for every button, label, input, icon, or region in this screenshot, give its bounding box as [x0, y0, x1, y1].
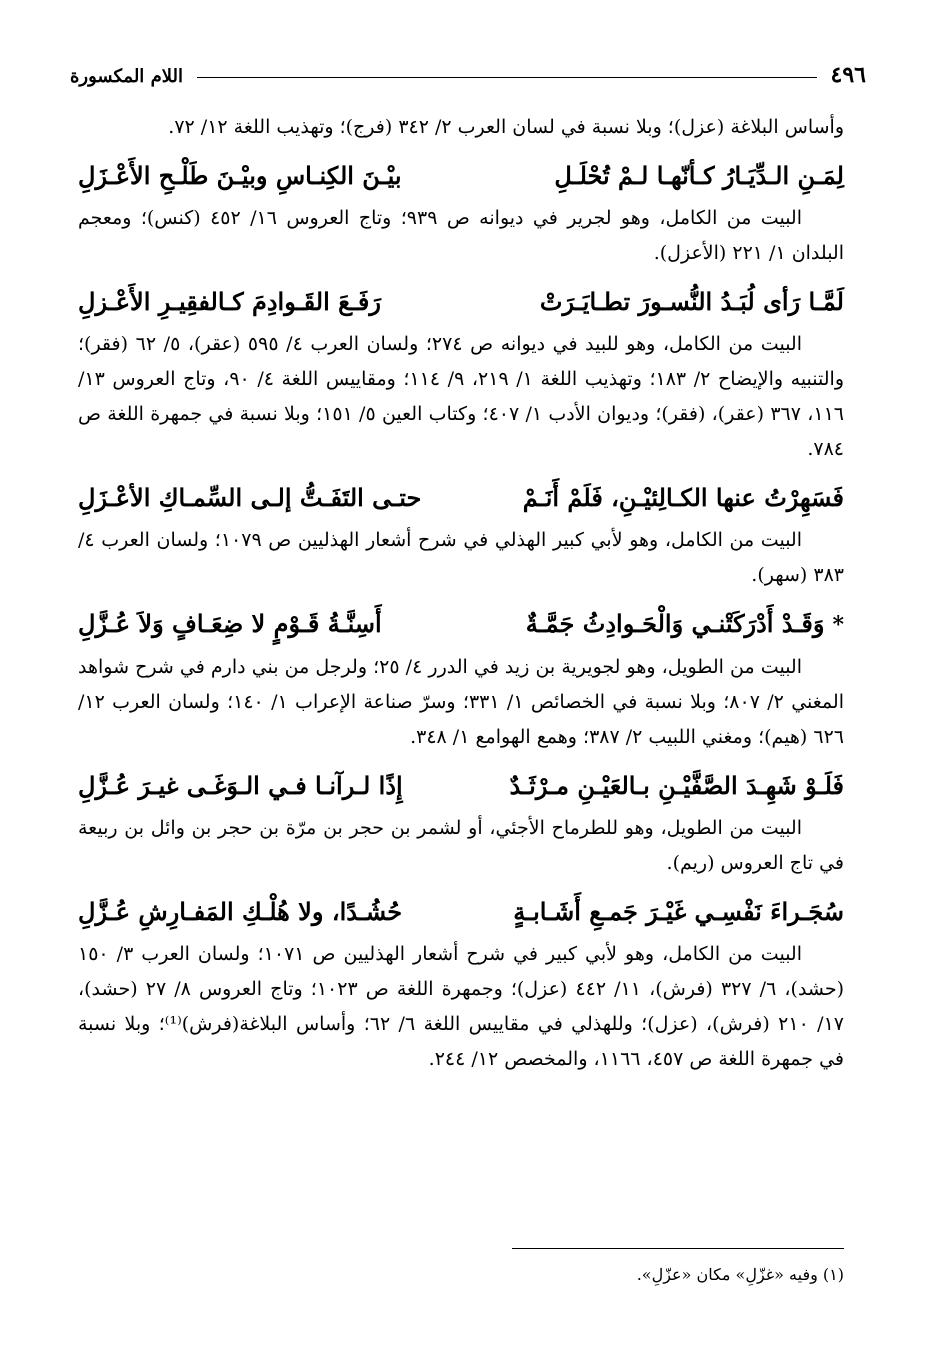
- verse-line: [78, 155, 844, 197]
- footnote: (١) وفيه «غزّلِ» مكان «عزّلِ».: [636, 1265, 844, 1284]
- verse-first-hemistich: فَسَهِرْتُ عنها الكـالِئيْـنِ، فَلَمْ أَنَـمْ: [522, 483, 844, 512]
- page-number: ٤٩٦: [830, 62, 866, 88]
- verse-commentary: البيت من الطويل، وهو لجويرية بن زيد في الدرر ٤/ ٢٥؛ ولرجل من بني دارم في شرح شواهد المغني ٢/ ٨٠٧؛ وبلا نسبة في الخصائص ١/ ٣٣١؛ وسرّ صناعة الإعراب ١/ ١٤٠؛ ولسان العرب ١٢/ ٦٢٦ (هيم)؛ ومغني اللبيب ٢/ ٣٨٧؛ وهمع الهوامع ١/ ٣٤٨.: [78, 656, 844, 748]
- verse-first-hemistich: لِمَـنِ الـدِّيَـارُ كـأنّهـا لـمْ تُحْلَـلِ: [554, 161, 844, 190]
- page-header: [70, 52, 866, 86]
- verse-commentary: البيت من الكامل، وهو لأبي كبير في شرح أشعار الهذليين ص ١٠٧١؛ ولسان العرب ٣/ ١٥٠ (حشد)، ٦/ ٣٢٧ (فرش)، ١١/ ٤٤٢ (عزل)؛ وجمهرة اللغة ص ١٠٢٣؛ وتاج العروس ٨/ ٢٧ (حشد)، ١٧/ ٢١٠ (فرش)، (عزل)؛ وللهذلي في مقاييس اللغة ٦/ ٦٢؛ وأساس البلاغة(فرش)⁽¹⁾؛ وبلا نسبة في جمهرة اللغة ص ٤٥٧، ١١٦٦، والمخصص ١٢/ ٢٤٤.: [78, 943, 845, 1070]
- verse-second-hemistich: أَسِنَّـةُ قَـوْمٍ لا ضِعَـافٍ وَلاَ عُـزَّلِ: [78, 609, 382, 638]
- verse-first-hemistich-text: وَقَـدْ أَدْرَكَتْنـي وَالْحَـوادِثُ جَمَّـةٌ: [525, 609, 825, 638]
- verse-line: [78, 477, 844, 519]
- commentary-continuation: وأساس البلاغة (عزل)؛ وبلا نسبة في لسان العرب ٢/ ٣٤٢ (فرج)؛ وتهذيب اللغة ١٢/ ٧٢.: [168, 116, 844, 138]
- verse-second-hemistich: رَفَـعَ القَـوادِمَ كـالفقِيـرِ الأَعْـزلِ: [78, 287, 381, 316]
- verse-star-marker: *: [832, 612, 844, 638]
- footnote-rule: [512, 1248, 844, 1249]
- running-title: اللام المكسورة: [70, 66, 183, 87]
- verse-line: [78, 281, 844, 323]
- verse-second-hemistich: بيْـنَ الكِنـاسِ وبيْـنَ طَلْـحِ الأَعْـزَلِ: [78, 161, 402, 190]
- verse-second-hemistich: إِذًا لـرآنـا فـي الـوَغَـى غيـرَ عُـزَّلِ: [78, 771, 403, 800]
- verse-line: [78, 603, 844, 646]
- verse-line: [78, 765, 844, 807]
- header-rule: [197, 77, 817, 78]
- verse-commentary: البيت من الكامل، وهو لجرير في ديوانه ص ٩٣٩؛ وتاج العروس ١٦/ ٤٥٢ (كنس)؛ ومعجم البلدان ١/ ٢٢١ (الأعزل).: [78, 207, 844, 264]
- verse-line: [78, 891, 844, 933]
- verse-first-hemistich: سُجَـراءَ نَفْسِـي غَيْـرَ جَمـعِ أَشَـابـةٍ: [513, 897, 844, 926]
- verse-first-hemistich: فَلَـوْ شَهِـدَ الصَّفَّيْـنِ بـالعَيْـنِ مـرْثَـدٌ: [509, 771, 844, 800]
- verse-commentary: البيت من الكامل، وهو لأبي كبير الهذلي في شرح أشعار الهذليين ص ١٠٧٩؛ ولسان العرب ٤/ ٣٨٣ (سهر).: [78, 529, 844, 586]
- verse-first-hemistich: لَمَّـا رَأى لُبَـدُ النُّسـورَ تطـايَـرَتْ: [539, 287, 844, 316]
- verse-first-hemistich: [526, 603, 844, 646]
- page-body: [78, 110, 844, 1077]
- verse-second-hemistich: حُشُـدًا، ولا هُلْـكِ المَفـارِشِ عُـزَّلِ: [78, 897, 403, 926]
- verse-second-hemistich: حتـى التَفَـتُّ إلـى السِّمـاكِ الأعْـزَلِ: [78, 483, 422, 512]
- verse-commentary: البيت من الكامل، وهو للبيد في ديوانه ص ٢٧٤؛ ولسان العرب ٤/ ٥٩٥ (عقر)، ٥/ ٦٢ (فقر)؛ والتنبيه والإيضاح ٢/ ١٨٣؛ وتهذيب اللغة ١/ ٢١٩، ٩/ ١١٤؛ ومقاييس اللغة ٤/ ٩٠، وتاج العروس ١٣/ ١١٦، ٣٦٧ (عقر)، (فقر)؛ وديوان الأدب ١/ ٤٠٧؛ وكتاب العين ٥/ ١٥١؛ وبلا نسبة في جمهرة اللغة ص ٧٨٤.: [78, 333, 844, 460]
- verse-commentary: البيت من الطويل، وهو للطرماح الأجئي، أو لشمر بن حجر بن مرّة بن حجر بن وائل بن ربيعة في تاج العروس (ريم).: [78, 817, 844, 874]
